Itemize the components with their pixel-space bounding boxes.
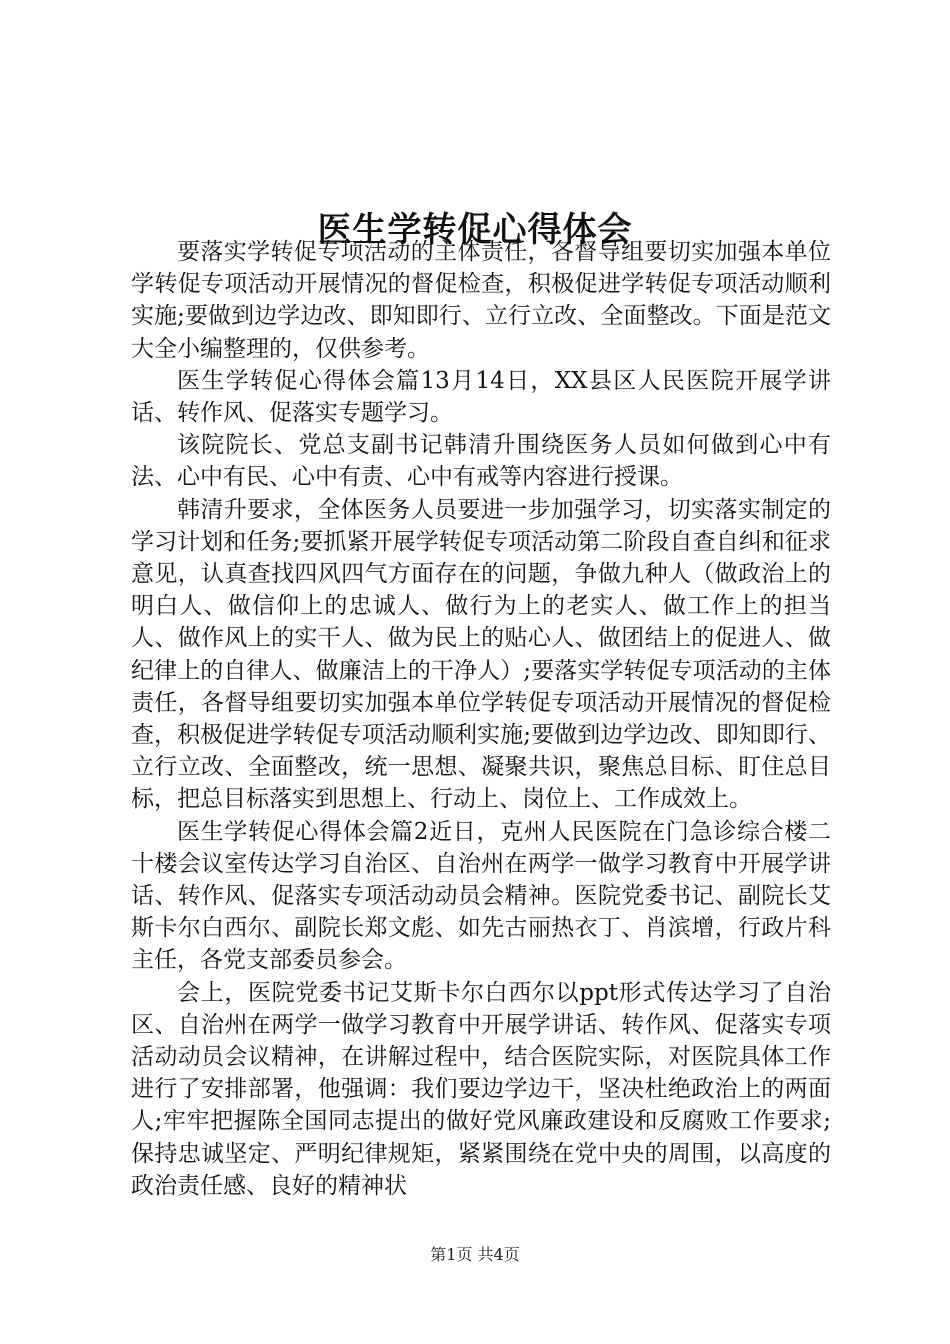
paragraph: 要落实学转促专项活动的主体责任，各督导组要切实加强本单位学转促专项活动开展情况的督促检查，积极促进学转促专项活动顺利实施;要做到边学边改、即知即行、立行立改、全面整改。下面是范文大全小编整理的，仅供参考。 [131,239,831,362]
paragraph: 医生学转促心得体会篇2近日，克州人民医院在门急诊综合楼二十楼会议室传达学习自治区、自治州在两学一做学习教育中开展学讲话、转作风、促落实专项活动动员会精神。医院党委书记、副院长艾斯卡尔白西尔、副院长郑文彪、如先古丽热衣丁、肖滨增，行政片科主任，各党支部委员参会。 [131,818,831,974]
document-body [131,236,831,1202]
paragraph: 医生学转促心得体会篇13月14日，XX县区人民医院开展学讲话、转作风、促落实专题学习。 [131,367,831,427]
paragraph: 韩清升要求，全体医务人员要进一步加强学习，切实落实制定的学习计划和任务;要抓紧开展学转促专项活动第二阶段自查自纠和征求意见，认真查找四风四气方面存在的问题，争做九种人（做政治上的明白人、做信仰上的忠诚人、做行为上的老实人、做工作上的担当人、做作风上的实干人、做为民上的贴心人、做团结上的促进人、做纪律上的自律人、做廉洁上的干净人）;要落实学转促专项活动的主体责任，各督导组要切实加强本单位学转促专项活动开展情况的督促检查，积极促进学转促专项活动顺利实施;要做到边学边改、即知即行、立行立改、全面整改，统一思想、凝聚共识，聚焦总目标、盯住总目标，把总目标落实到思想上、行动上、岗位上、工作成效上。 [131,496,831,813]
document-title: 医生学转促心得体会 [317,209,633,250]
paragraph: 该院院长、党总支副书记韩清升围绕医务人员如何做到心中有法、心中有民、心中有责、心中有戒等内容进行授课。 [131,432,831,491]
page-number-footer: 第1页 共4页 [430,1245,520,1264]
paragraph: 会上，医院党委书记艾斯卡尔白西尔以ppt形式传达学习了自治区、自治州在两学一做学习教育中开展学讲话、转作风、促落实专项活动动员会议精神，在讲解过程中，结合医院实际，对医院具体工作进行了安排部署，他强调：我们要边学边干，坚决杜绝政治上的两面人;牢牢把握陈全国同志提出的做好党风廉政建设和反腐败工作要求;保持忠诚坚定、严明纪律规矩，紧紧围绕在党中央的周围，以高度的政治责任感、良好的精神状 [131,979,831,1199]
